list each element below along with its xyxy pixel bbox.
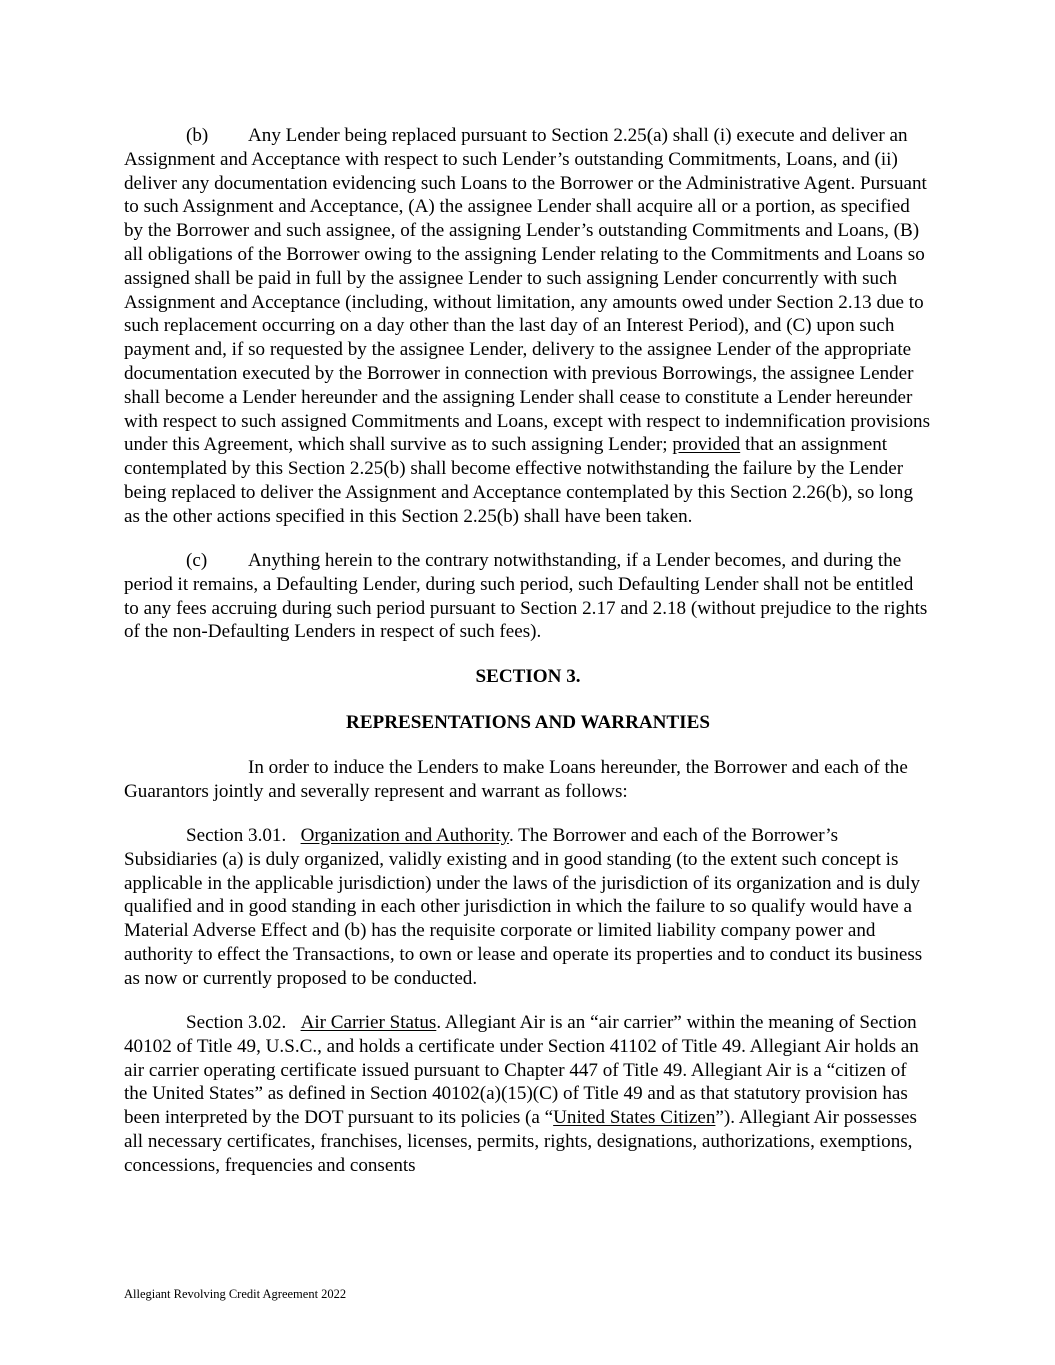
- section-title: REPRESENTATIONS AND WARRANTIES: [346, 712, 710, 734]
- paragraph-c-text: Anything herein to the contrary notwithstanding, if a Lender becomes, and during the period it remains, a Defaulting Lender, during such period, such Defaulting Lender shall not be entitled to any fees accruing during such period pursuant to Section 2.17 and 2.18 (without prejudice to the rights of the non-Defaulting Lenders in respect of such fees).: [124, 550, 928, 643]
- section-3-01-text: . The Borrower and each of the Borrower’s Subsidiaries (a) is duly organized, validly existing and in good standing (to the extent such concept is applicable in the applicable jurisdiction) under the laws of the jurisdiction of its organization and is duly qualified and in good standing in each other jurisdiction in which the failure to so qualify would have a Material Adverse Effect and (b) has the requisite corporate or limited liability company power and authority to effect the Transactions, to own or lease and operate its properties and to conduct its business as now or currently proposed to be conducted.: [124, 824, 923, 989]
- section-3-02-text: . Allegiant Air is an “air carrier” within the meaning of Section 40102 of Title 49, U.S.C., and holds a certificate under Section 41102 of Title 49. Allegiant Air holds an air carrier operating certificate issued pursuant to Chapter 447 of Title 49. Allegiant Air is a “citizen of the United States” as defined in Section 40102(a)(15)(C) of Title 49 and as that statutory provision has been interpreted by the DOT pursuant to its policies (a “: [124, 1012, 919, 1129]
- paragraph-b-text-after: that an assignment contemplated by this Section 2.25(b) shall become effective notwithstanding the failure by the Lender being replaced to deliver the Assignment and Acceptance contemplated by this Section 2.26(b), so long as the other actions specified in this Section 2.25(b) shall have been taken.: [124, 434, 913, 527]
- page-footer: Allegiant Revolving Credit Agreement 2022: [124, 1287, 347, 1301]
- section-3-02-title: Air Carrier Status: [300, 1012, 437, 1033]
- section-3-01: [124, 824, 932, 991]
- paragraph-b: [124, 124, 932, 529]
- united-states-citizen-term: United States Citizen: [553, 1107, 716, 1129]
- document-page: [124, 124, 932, 1178]
- section-3-01-number: Section 3.01.: [186, 824, 287, 846]
- intro-paragraph: In order to induce the Lenders to make Loans hereunder, the Borrower and each of the Guarantors jointly and severally represent and warrant as follows:: [124, 756, 908, 802]
- section-3-01-title: Organization and Authority: [300, 824, 509, 846]
- section-3-02-text-after: ”). Allegiant Air possesses all necessary certificates, franchises, licenses, permits, rights, designations, authorizations, exemptions, concessions, frequencies and consents: [124, 1107, 917, 1176]
- paragraph-b-label: (b): [186, 125, 209, 146]
- section-heading: SECTION 3.: [475, 666, 581, 688]
- section-3-02-number: Section 3.02.: [186, 1012, 287, 1033]
- paragraph-c-label: (c): [186, 550, 208, 572]
- paragraph-c: [124, 549, 932, 644]
- provided-term: provided: [672, 434, 741, 456]
- paragraph-b-text: Any Lender being replaced pursuant to Section 2.25(a) shall (i) execute and deliver an Assignment and Acceptance with respect to such Lender’s outstanding Commitments, Loans, and (ii) deliver any documentation evidencing such Loans to the Borrower or the Administrative Agent. Pursuant to such Assignment and Acceptance, (A) the assignee Lender shall acquire all or a portion, as specified by the Borrower and such assignee, of the assigning Lender’s outstanding Commitments and Loans, (B) all obligations of the Borrower owing to the assigning Lender relating to the Commitments and Loans so assigned shall be paid in full by the assignee Lender to such assigning Lender concurrently with such Assignment and Acceptance (including, without limitation, any amounts owed under Section 2.13 due to such replacement occurring on a day other than the last day of an Interest Period), and (C) upon such payment and, if so requested by the assignee Lender, delivery to the assignee Lender of the appropriate documentation executed by the Borrower in connection with previous Borrowings, the assignee Lender shall become a Lender hereunder and the assigning Lender shall cease to constitute a Lender hereunder with respect to such assigned Commitments and Loans, except with respect to indemnification provisions under this Agreement, which shall survive as to such assigning Lender;: [124, 125, 931, 456]
- section-3-02: [124, 1011, 932, 1178]
